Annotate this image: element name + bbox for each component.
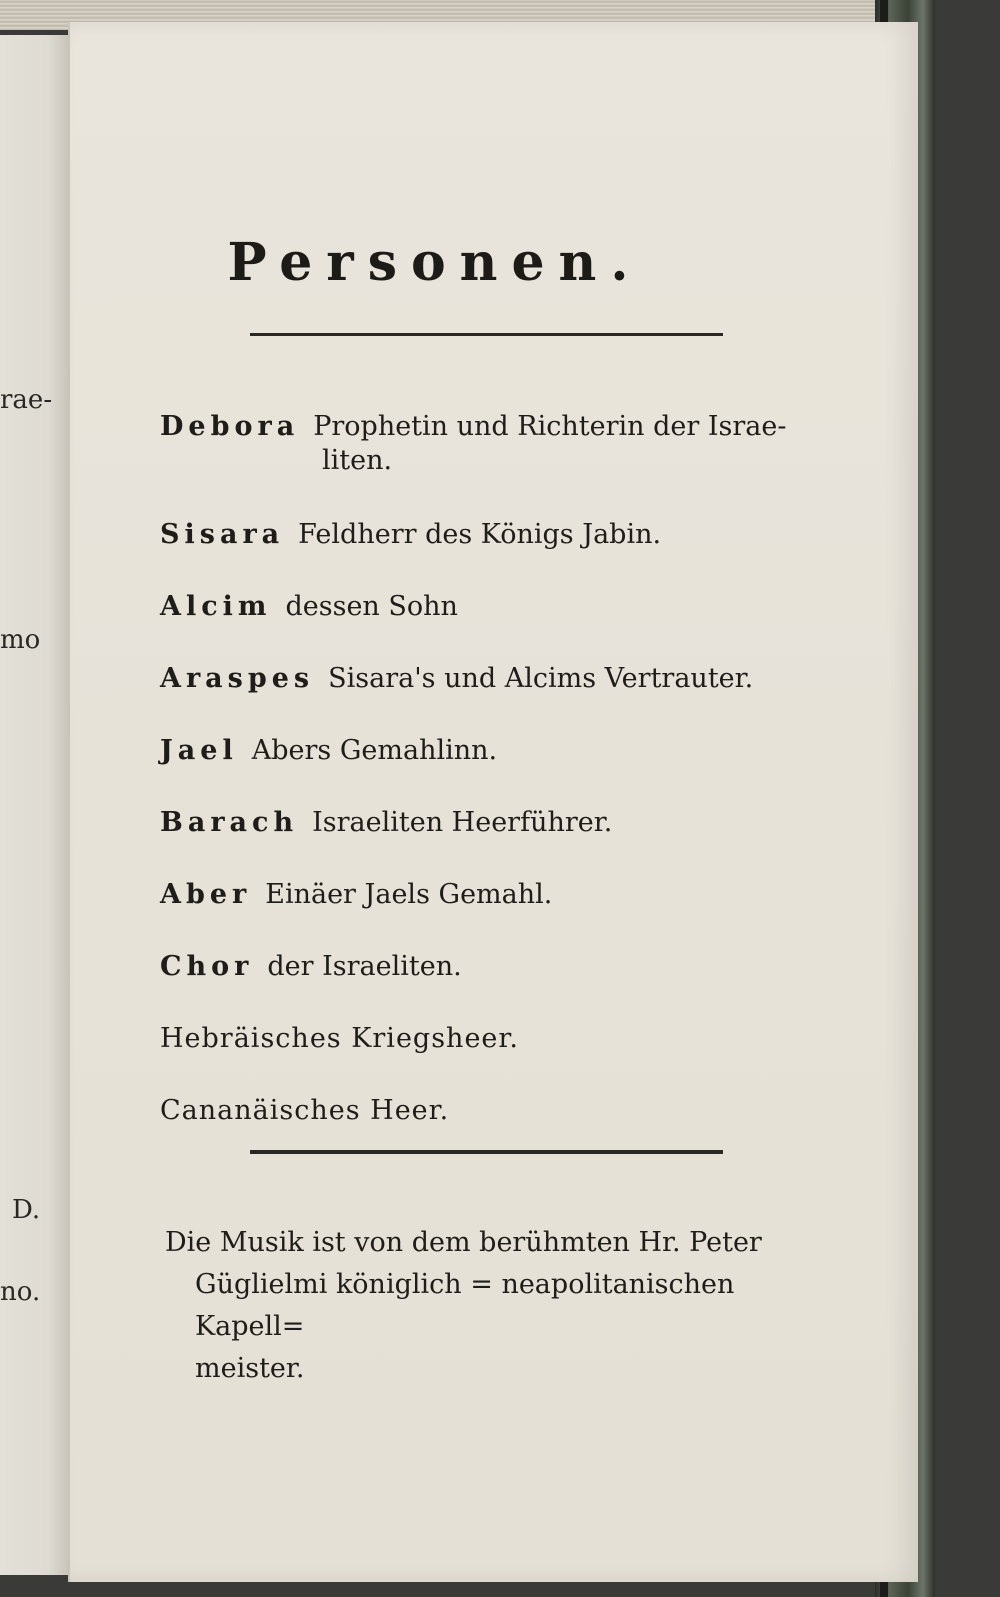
character-name: Chor	[160, 951, 254, 982]
ensemble-name: Hebräisches Kriegsheer.	[160, 1023, 519, 1054]
character-description-continued: liten.	[322, 445, 393, 476]
cast-entry	[160, 1094, 830, 1166]
character-description: Feldherr des Königs Jabin.	[298, 519, 662, 550]
book-page	[68, 22, 918, 1582]
character-name: Alcim	[160, 591, 272, 622]
note-line: Güglielmi königlich = neapolitanischen Kapell=	[195, 1269, 735, 1342]
note-line: meister.	[195, 1353, 305, 1384]
facing-page-fragment: D.	[12, 1195, 41, 1225]
character-description: dessen Sohn	[285, 591, 458, 622]
cast-entry	[160, 1022, 830, 1094]
page-title: Personen.	[227, 232, 643, 293]
cast-entry	[160, 878, 830, 950]
character-name: Araspes	[160, 663, 315, 694]
cast-entry	[160, 410, 830, 518]
cast-entry	[160, 950, 830, 1022]
character-description: Israeliten Heerführer.	[312, 807, 613, 838]
facing-page-fragment: mo	[0, 625, 41, 655]
note-line: Die Musik ist von dem berühmten Hr. Peter	[165, 1227, 762, 1258]
cast-entry	[160, 806, 830, 878]
cast-list	[160, 410, 830, 1166]
cast-entry	[160, 662, 830, 734]
character-name: Aber	[160, 879, 252, 910]
cast-entry	[160, 590, 830, 662]
character-description: der Israeliten.	[267, 951, 462, 982]
facing-page	[0, 35, 68, 1575]
top-divider	[250, 333, 723, 336]
character-description: Prophetin und Richterin der Israe-	[313, 411, 787, 442]
character-name: Jael	[160, 735, 238, 766]
character-name: Debora	[160, 411, 300, 442]
facing-page-fragment: no.	[0, 1277, 41, 1307]
character-description: Einäer Jaels Gemahl.	[265, 879, 553, 910]
character-name: Sisara	[160, 519, 285, 550]
character-description: Sisara's und Alcims Vertrauter.	[328, 663, 754, 694]
cast-entry	[160, 518, 830, 590]
character-description: Abers Gemahlinn.	[251, 735, 498, 766]
character-name: Barach	[160, 807, 299, 838]
facing-page-fragment: rae-	[0, 385, 53, 415]
composer-note	[165, 1222, 825, 1390]
bottom-divider	[250, 1150, 723, 1154]
ensemble-name: Cananäisches Heer.	[160, 1095, 450, 1126]
cast-entry	[160, 734, 830, 806]
